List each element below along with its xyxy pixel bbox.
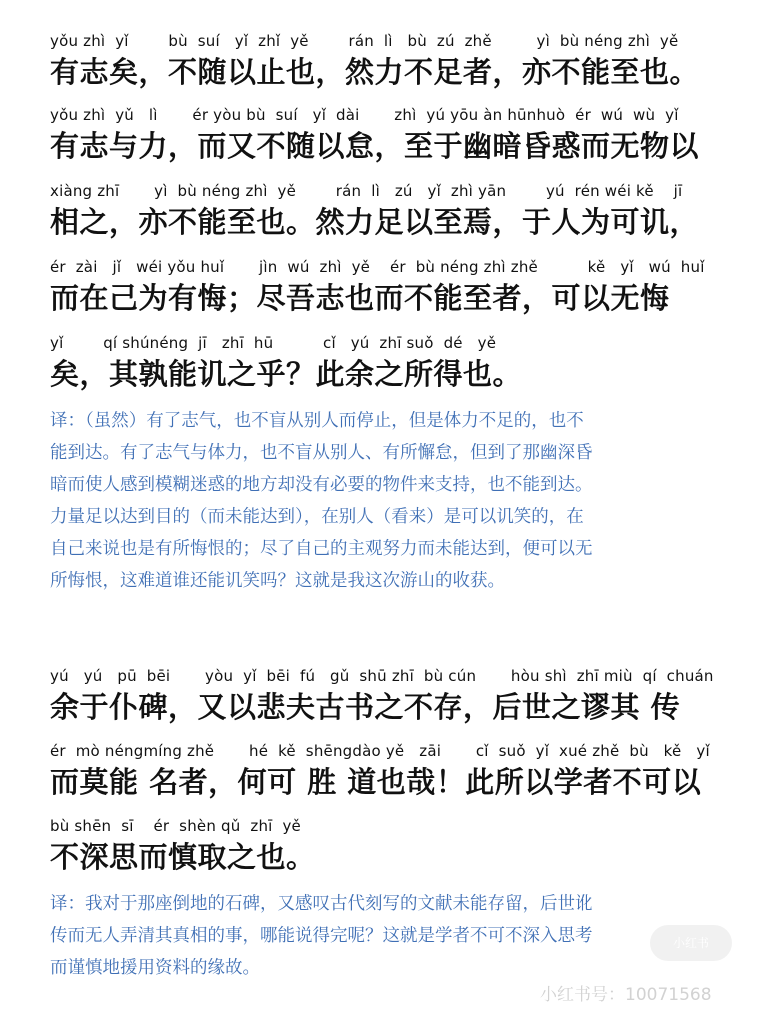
pinyin-line: yú yú pū bēi yòu yǐ bēi fú gǔ shū zhī bù cún hòu shì zhī miù qí chuán [50, 667, 714, 685]
verse-line [50, 182, 738, 242]
pinyin-line: bù shēn sī ér shèn qǔ zhī yě [50, 817, 301, 835]
verse-line [50, 742, 738, 802]
verse-line [50, 106, 738, 166]
translation-line: 译：（虽然）有了志气，也不盲从别人而停止，但是体力不足的，也不 [50, 411, 584, 431]
translation-paragraph [50, 405, 744, 597]
translation-line: 而谨慎地援用资料的缘故。 [50, 958, 260, 978]
translation-paragraph [50, 888, 744, 984]
pinyin-line: xiàng zhī yì bù néng zhì yě rán lì zú yǐ zhì yān yú rén wéi kě jī [50, 182, 683, 200]
classical-text-line: 有志矣，不随以止也，然力不足者，亦不能至也。 [50, 55, 700, 89]
pinyin-line: yǒu zhì yǐ bù suí yǐ zhǐ yě rán lì bù zú zhě yì bù néng zhì yě [50, 32, 679, 50]
watermark-id: 小红书号：10071568 [540, 985, 712, 1005]
classical-text-line: 矣，其孰能讥之乎？此余之所得也。 [50, 357, 523, 391]
pinyin-line: ér zài jǐ wéi yǒu huǐ jìn wú zhì yě ér bù néng zhì zhě kě yǐ wú huǐ [50, 258, 705, 276]
verse-line [50, 817, 738, 877]
watermark-logo: 小红书 [650, 925, 732, 961]
translation-line: 能到达。有了志气与体力，也不盲从别人、有所懈怠，但到了那幽深昏 [50, 443, 593, 463]
translation-line: 暗而使人感到模糊迷惑的地方却没有必要的物件来支持，也不能到达。 [50, 475, 593, 495]
classical-text-line: 而在己为有悔；尽吾志也而不能至者，可以无悔 [50, 281, 670, 315]
verse-line [50, 334, 738, 394]
classical-text-line: 有志与力，而又不随以怠，至于幽暗昏惑而无物以 [50, 129, 700, 163]
verse-line [50, 258, 738, 318]
translation-line: 译：我对于那座倒地的石碑，又感叹古代刻写的文献未能存留，后世讹 [50, 894, 593, 914]
classical-text-line: 余于仆碑，又以悲夫古书之不存，后世之谬其 传 [50, 690, 681, 724]
pinyin-line: yǒu zhì yǔ lì ér yòu bù suí yǐ dài zhì yú yōu àn hūnhuò ér wú wù yǐ [50, 106, 679, 124]
pinyin-line: ér mò néngmíng zhě hé kě shēngdào yě zāi cǐ suǒ yǐ xué zhě bù kě yǐ [50, 742, 710, 760]
verse-line [50, 32, 738, 92]
classical-text-line: 不深思而慎取之也。 [50, 840, 316, 874]
translation-line: 传而无人弄清其真相的事，哪能说得完呢？这就是学者不可不深入思考 [50, 926, 593, 946]
verse-line [50, 667, 738, 727]
translation-line: 所悔恨，这难道谁还能讥笑吗？这就是我这次游山的收获。 [50, 571, 505, 591]
translation-line: 力量足以达到目的（而未能达到），在别人（看来）是可以讥笑的，在 [50, 507, 584, 527]
pinyin-line: yǐ qí shúnéng jī zhī hū cǐ yú zhī suǒ dé yě [50, 334, 497, 352]
classical-text-line: 而莫能 名者，何可 胜 道也哉！此所以学者不可以 [50, 765, 702, 799]
classical-text-line: 相之，亦不能至也。然力足以至焉，于人为可讥， [50, 205, 700, 239]
translation-line: 自己来说也是有所悔恨的；尽了自己的主观努力而未能达到，便可以无 [50, 539, 593, 559]
